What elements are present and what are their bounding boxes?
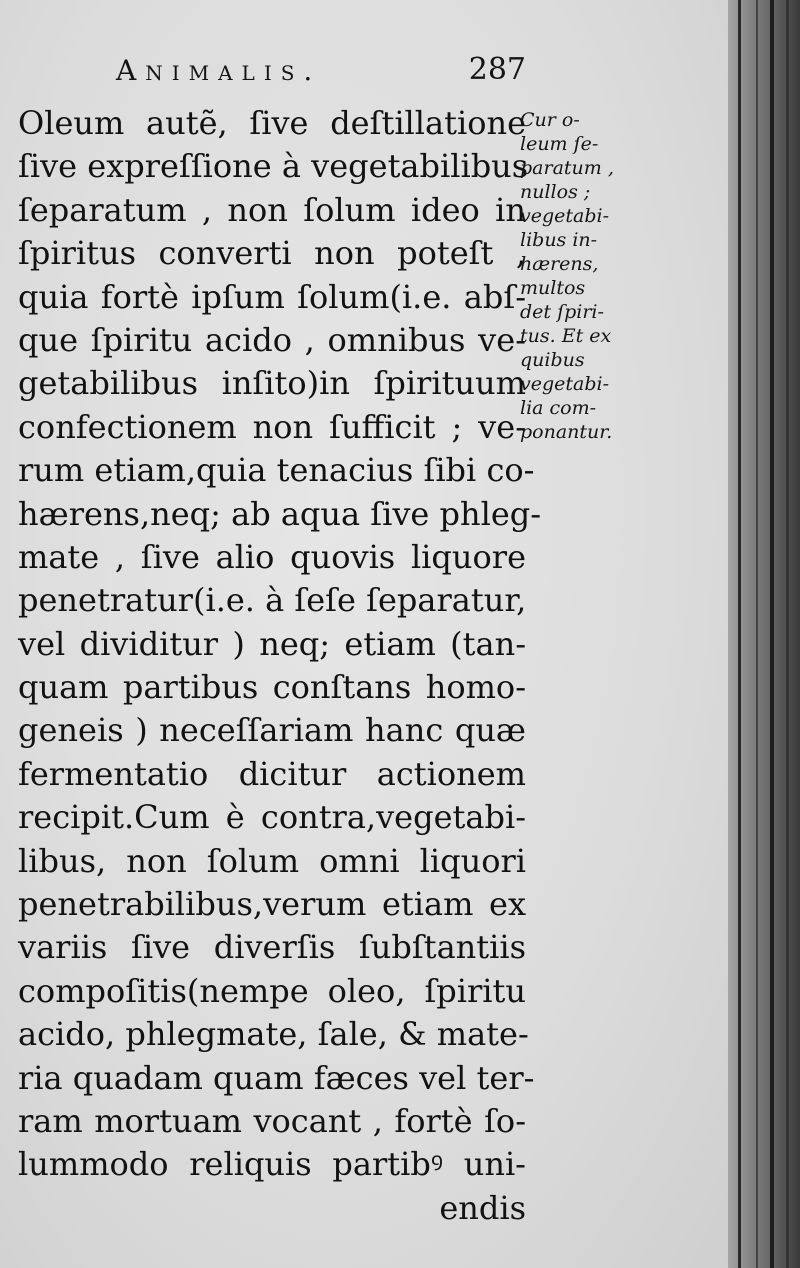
text-line: que ſpiritu acido , omnibus ve-: [18, 320, 526, 359]
marginal-note-line: leum ſe-: [520, 133, 599, 155]
text-line: hærens,neq; ab aqua ſive phleg-: [18, 494, 542, 533]
text-line: ſeparatum , non ſolum ideo in: [18, 190, 526, 229]
marginal-note: [520, 108, 630, 444]
text-line: ria quadam quam fæces vel ter-: [18, 1058, 535, 1097]
page-edge-line: [770, 0, 774, 1268]
marginal-note-line: tus. Et ex: [520, 325, 612, 347]
text-line: mate , ſive alio quovis liquore: [18, 537, 526, 576]
text-line: getabilibus inſito)in ſpirituum: [18, 364, 526, 403]
marginal-note-line: nullos ;: [520, 181, 591, 203]
text-line: acido, phlegmate, ſale, & mate-: [18, 1015, 529, 1054]
marginal-note-line: vegetabi-: [520, 373, 610, 395]
page-edge-line: [786, 0, 789, 1268]
text-line: lummodo reliquis partibꝰ uni-: [18, 1145, 526, 1184]
text-line: Oleum autẽ, ſive deſtillatione: [18, 104, 526, 142]
marginal-note-line: ponantur.: [520, 421, 613, 443]
marginal-note-line: hærens,: [520, 253, 599, 275]
text-line: compoſitis(nempe oleo, ſpiritu: [18, 971, 526, 1010]
text-line: ram mortuam vocant , fortè ſo-: [18, 1101, 526, 1140]
running-head: [116, 52, 526, 92]
marginal-note-line: quibus: [520, 349, 585, 371]
page-edge-line: [738, 0, 741, 1268]
marginal-note-line: vegetabi-: [520, 205, 610, 227]
marginal-note-line: multos: [520, 277, 586, 299]
marginal-note-line: det ſpiri-: [520, 301, 604, 323]
text-line: quia fortè ipſum ſolum(i.e. abſ-: [18, 277, 526, 316]
text-line: recipit.Cum è contra,vegetabi-: [18, 798, 526, 837]
marginal-note-line: paratum ,: [520, 157, 614, 179]
text-line: geneis ) neceſſariam hanc quæ: [18, 711, 526, 750]
text-line: fermentatio dicitur actionem: [18, 754, 526, 793]
body-text: [18, 102, 542, 1230]
text-line: rum etiam,quia tenacius ſibi co-: [18, 451, 535, 490]
text-line: quam partibus conſtans homo-: [18, 668, 526, 707]
page-edge-line: [756, 0, 758, 1268]
text-line: vel dividitur ) neq; etiam (tan-: [18, 624, 526, 663]
running-title: Animalis.: [116, 54, 322, 87]
marginal-note-line: Cur o-: [520, 109, 580, 131]
marginal-note-line: lia com-: [520, 397, 597, 419]
text-line: endis: [439, 1188, 526, 1227]
text-line: ſpiritus converti non poteſt ,: [18, 234, 526, 273]
text-line: variis ſive diverſis ſubſtantiis: [18, 928, 526, 967]
marginal-note-line: libus in-: [520, 229, 598, 251]
text-line: confectionem non ſufficit ; ve-: [18, 407, 526, 446]
page-number: 287: [468, 52, 526, 87]
text-line: penetratur(i.e. à ſeſe ſeparatur,: [18, 581, 527, 620]
text-line: libus, non ſolum omni liquori: [18, 841, 526, 880]
text-line: penetrabilibus,verum etiam ex: [18, 885, 526, 924]
text-line: ſive expreſſione à vegetabilibus: [18, 147, 529, 186]
